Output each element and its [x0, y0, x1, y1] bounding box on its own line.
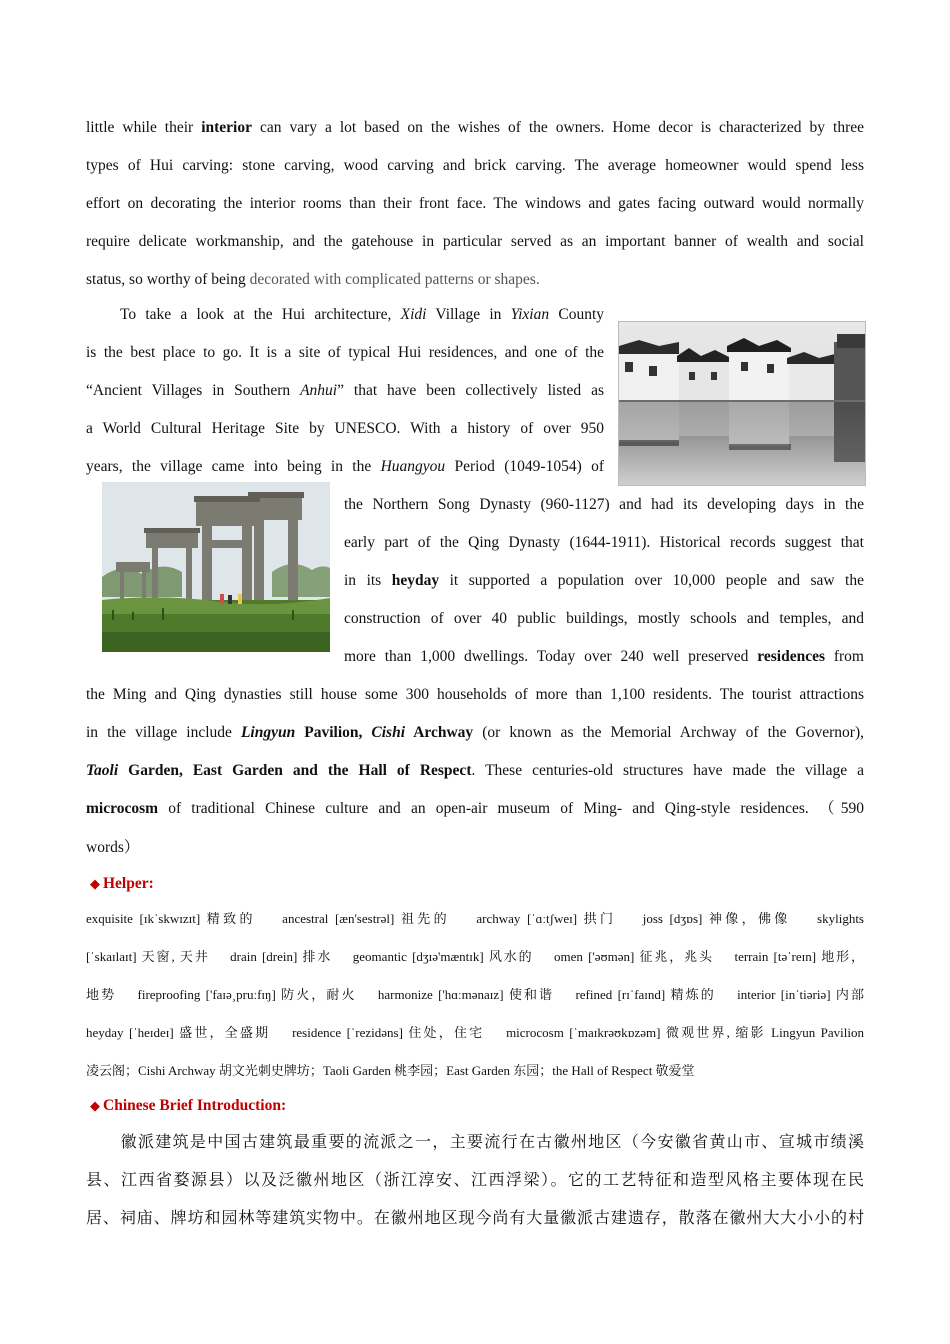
para1-line-5: status, so worthy of being decorated with complicated patterns or shapes.: [86, 271, 540, 288]
archways-photo: [102, 482, 330, 652]
chinese-line-1: 徽派建筑是中国古建筑最重要的流派之一，主要流行在古徽州地区（今安徽省黄山市、宣城市绩溪: [86, 1132, 864, 1151]
diamond-bullet-icon: ◆: [90, 876, 100, 891]
para1-line-1: little while their interior can vary a lot based on the wishes of the owners. Home decor is characterized by three: [86, 119, 864, 136]
glossary-line-2: [ˈskaɪlaɪt] 天窗, 天井 drain [drein] 排水 geomantic [dʒɪə'mæntɪk] 风水的 omen ['əʊmən] 征兆，兆头 terrain [təˈreɪn] 地形，: [86, 949, 864, 964]
archways-illustration: [102, 482, 330, 652]
glossary-line-1: exquisite [ɪkˈskwɪzɪt] 精致的 ancestral [æn'sestrəl] 祖先的 archway [ˈɑːtʃweɪ] 拱门 joss [dʒɒs] 神像，佛像 skylights: [86, 911, 864, 926]
para2-line-12: in the village include Lingyun Pavilion, Cishi Archway (or known as the Memorial Archway of the Governor),: [86, 724, 864, 741]
chinese-line-2: 县、江西省婺源县）以及泛徽州地区（浙江淳安、江西浮梁）。它的工艺特征和造型风格主要体现在民: [86, 1170, 864, 1189]
chinese-intro-heading: ◆ Chinese Brief Introduction:: [90, 1097, 287, 1114]
helper-heading: ◆ Helper:: [90, 875, 154, 892]
para2-line-10: more than 1,000 dwellings. Today over 240 well preserved residences from: [344, 648, 864, 665]
chinese-line-3: 居、祠庙、牌坊和园林等建筑实物中。在徽州地区现今尚有大量徽派古建遗存，散落在徽州大大小小的村: [86, 1208, 864, 1227]
para2-line-14: microcosm of traditional Chinese culture and an open-air museum of Ming- and Qing-style residences. （590: [86, 800, 864, 817]
para2-line-15: words）: [86, 839, 140, 856]
xidi-village-photo: [618, 321, 866, 486]
para2-line-3: “Ancient Villages in Southern Anhui” that have been collectively listed as: [86, 382, 604, 399]
para1-line-3: effort on decorating the interior rooms than their front face. The windows and gates facing outward would normally: [86, 195, 864, 212]
diamond-bullet-icon: ◆: [90, 1098, 100, 1113]
glossary-line-3: 地势 fireproofing ['faɪə¸pruːfɪŋ] 防火，耐火 harmonize ['hɑːmənaɪz] 使和谐 refined [rɪˈfaɪnd] 精炼的 interior [inˈtiəriə] 内部: [86, 987, 864, 1002]
para2-line-9: construction of over 40 public buildings, mostly schools and temples, and: [344, 610, 864, 627]
para2-line-1: To take a look at the Hui architecture, Xidi Village in Yixian County: [120, 306, 605, 323]
para1-line-4: require delicate workmanship, and the gatehouse in particular served as an important banner of wealth and social: [86, 233, 864, 250]
para2-line-5: years, the village came into being in the Huangyou Period (1049-1054) of: [86, 458, 604, 475]
glossary-line-4: heyday [ˈheɪdeɪ] 盛世，全盛期 residence [ˈrezidəns] 住处，住宅 microcosm [ˈmaɪkrəʊkɒzəm] 微观世界, 缩影 Lingyun Pavilion: [86, 1025, 864, 1040]
para2-line-7: early part of the Qing Dynasty (1644-1911). Historical records suggest that: [344, 534, 864, 551]
para2-line-4: a World Cultural Heritage Site by UNESCO. With a history of over 950: [86, 420, 604, 437]
para2-line-13: Taoli Garden, East Garden and the Hall of Respect. These centuries-old structures have made the village a: [86, 762, 864, 779]
glossary-line-5: 凌云阁；Cishi Archway 胡文光刺史牌坊；Taoli Garden 桃李园；East Garden 东园；the Hall of Respect 敬爱堂: [86, 1063, 695, 1078]
para2-line-6: the Northern Song Dynasty (960-1127) and had its developing days in the: [344, 496, 864, 513]
para1-line-2: types of Hui carving: stone carving, wood carving and brick carving. The average homeowner would spend less: [86, 157, 864, 174]
xidi-village-illustration: [619, 322, 865, 485]
para2-line-8: in its heyday it supported a population over 10,000 people and saw the: [344, 572, 864, 589]
para2-line-11: the Ming and Qing dynasties still house some 300 households of more than 1,100 residents. The tourist attractions: [86, 686, 864, 703]
para2-line-2: is the best place to go. It is a site of typical Hui residences, and one of the: [86, 344, 604, 361]
